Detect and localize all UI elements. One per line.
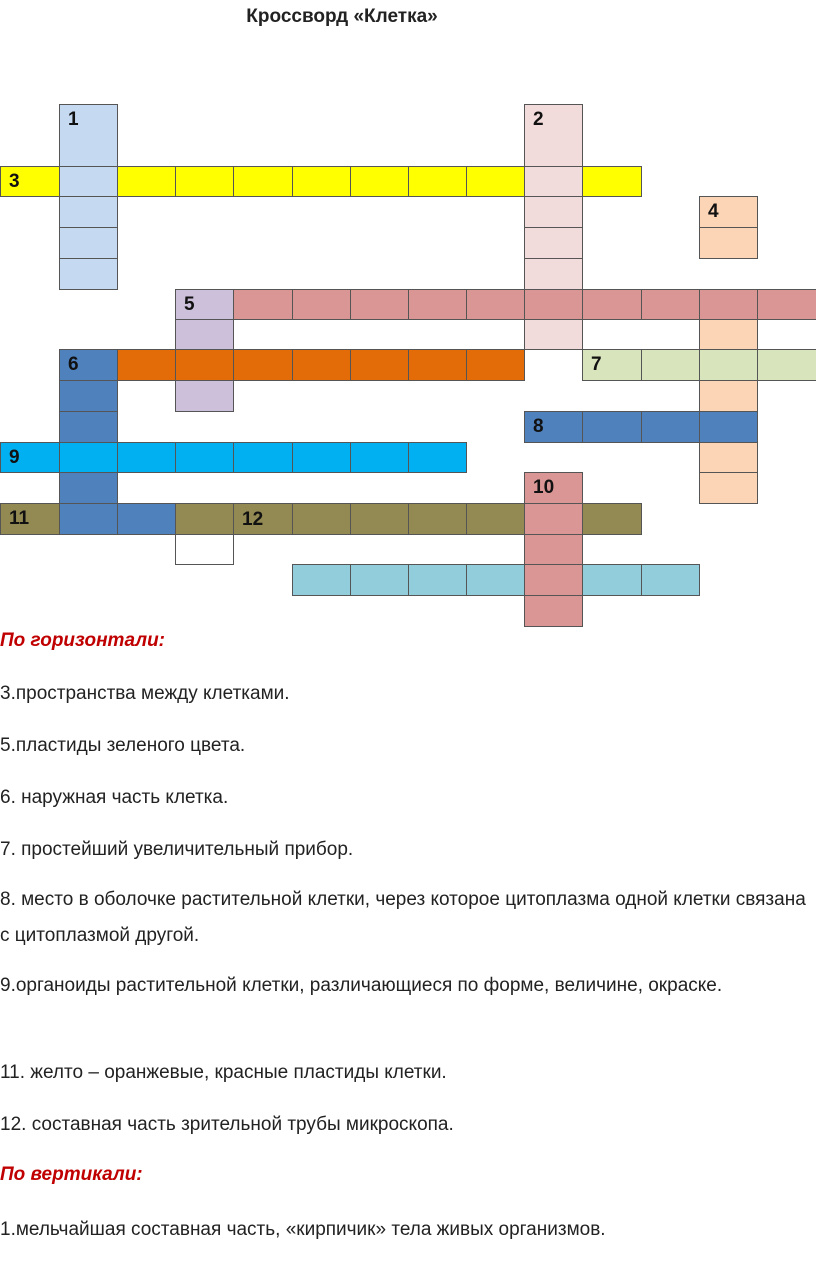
crossword-cell[interactable] — [641, 289, 700, 320]
crossword-cell[interactable] — [292, 349, 351, 381]
crossword-cell[interactable] — [757, 349, 816, 381]
crossword-cell[interactable] — [524, 319, 583, 350]
crossword-cell[interactable] — [524, 595, 583, 627]
clue-number-4: 4 — [708, 201, 719, 222]
crossword-cell[interactable] — [59, 472, 118, 504]
crossword-cell[interactable] — [175, 503, 234, 535]
crossword-cell[interactable] — [582, 411, 642, 443]
crossword-cell[interactable] — [350, 503, 409, 535]
crossword-cell[interactable] — [233, 166, 293, 197]
crossword-cell[interactable] — [699, 196, 758, 228]
crossword-cell[interactable] — [582, 503, 642, 535]
crossword-cell[interactable] — [350, 166, 409, 197]
crossword-cell[interactable] — [0, 442, 60, 473]
crossword-cell[interactable] — [408, 166, 467, 197]
clue-12: 12. составная часть зрительной трубы микроскопа. — [0, 1114, 454, 1135]
crossword-cell[interactable] — [233, 442, 293, 473]
clue-number-1: 1 — [68, 109, 79, 130]
crossword-cell[interactable] — [0, 166, 60, 197]
crossword-cell[interactable] — [466, 349, 525, 381]
crossword-cell[interactable] — [292, 166, 351, 197]
clue-6: 6. наружная часть клетка. — [0, 787, 229, 808]
crossword-cell[interactable] — [117, 503, 176, 535]
crossword-cell[interactable] — [757, 289, 816, 320]
crossword-cell[interactable] — [350, 442, 409, 473]
crossword-cell[interactable] — [292, 564, 351, 596]
crossword-cell[interactable] — [524, 166, 583, 197]
clue-8: 8. место в оболочке растительной клетки, через которое цитоплазма одной клетки связана с цитоплазмой другой. — [0, 889, 806, 946]
crossword-cell[interactable] — [699, 411, 758, 443]
crossword-cell[interactable] — [175, 319, 234, 350]
crossword-cell[interactable] — [59, 349, 118, 381]
crossword-cell[interactable] — [524, 227, 583, 259]
crossword-cell[interactable] — [582, 349, 642, 381]
crossword-cell[interactable] — [0, 503, 60, 535]
crossword-cell[interactable] — [59, 227, 118, 259]
crossword-cell[interactable] — [524, 289, 583, 320]
crossword-cell[interactable] — [408, 349, 467, 381]
crossword-cell[interactable] — [175, 534, 234, 565]
clue-number-10: 10 — [533, 477, 555, 498]
crossword-cell[interactable] — [59, 503, 118, 535]
crossword-cell[interactable] — [233, 349, 293, 381]
crossword-cell[interactable] — [524, 472, 583, 504]
clue-1: 1.мельчайшая составная часть, «кирпичик» тела живых организмов. — [0, 1219, 606, 1240]
crossword-cell[interactable] — [699, 227, 758, 259]
crossword-cell[interactable] — [59, 380, 118, 412]
clue-number-7: 7 — [591, 354, 602, 375]
crossword-cell[interactable] — [175, 166, 234, 197]
crossword-cell[interactable] — [641, 411, 700, 443]
clue-number-6: 6 — [68, 354, 79, 375]
crossword-cell[interactable] — [699, 380, 758, 412]
clue-5: 5.пластиды зеленого цвета. — [0, 735, 246, 756]
crossword-cell[interactable] — [175, 442, 234, 473]
clue-number-9: 9 — [9, 447, 20, 468]
clue-11: 11. желто – оранжевые, красные пластиды клетки. — [0, 1062, 447, 1083]
crossword-cell[interactable] — [175, 349, 234, 381]
crossword-cell[interactable] — [175, 289, 234, 320]
crossword-cell[interactable] — [292, 442, 351, 473]
page-title: Кроссворд «Клетка» — [246, 6, 438, 27]
crossword-cell[interactable] — [582, 564, 642, 596]
crossword-cell[interactable] — [466, 289, 525, 320]
clue-9: 9.органоиды растительной клетки, различающиеся по форме, величине, окраске. — [0, 975, 723, 996]
crossword-cell[interactable] — [59, 258, 118, 290]
crossword-cell[interactable] — [466, 166, 525, 197]
crossword-cell[interactable] — [582, 166, 642, 197]
crossword-cell[interactable] — [582, 289, 642, 320]
crossword-cell[interactable] — [699, 472, 758, 504]
crossword-cell[interactable] — [699, 289, 758, 320]
crossword-cell[interactable] — [59, 166, 118, 197]
crossword-cell[interactable] — [117, 349, 176, 381]
crossword-cell[interactable] — [408, 503, 467, 535]
clue-7: 7. простейший увеличительный прибор. — [0, 839, 354, 860]
clue-number-3: 3 — [9, 171, 20, 192]
crossword-cell[interactable] — [59, 196, 118, 228]
crossword-cell[interactable] — [292, 503, 351, 535]
crossword-cell[interactable] — [524, 411, 583, 443]
crossword-cell[interactable] — [524, 564, 583, 596]
crossword-cell[interactable] — [59, 104, 118, 167]
clue-number-11: 11 — [9, 508, 30, 529]
crossword-cell[interactable] — [699, 442, 758, 473]
crossword-cell[interactable] — [175, 380, 234, 412]
crossword-cell[interactable] — [524, 104, 583, 167]
crossword-cell[interactable] — [524, 258, 583, 290]
crossword-cell[interactable] — [641, 349, 700, 381]
crossword-cell[interactable] — [59, 442, 118, 473]
crossword-cell[interactable] — [350, 289, 409, 320]
crossword-cell[interactable] — [699, 349, 758, 381]
crossword-cell[interactable] — [524, 196, 583, 228]
crossword-cell[interactable] — [233, 289, 293, 320]
horizontal-heading: По горизонтали: — [0, 630, 166, 651]
crossword-cell[interactable] — [466, 564, 525, 596]
crossword-cell[interactable] — [117, 166, 176, 197]
clue-number-2: 2 — [533, 109, 544, 130]
crossword-cell[interactable] — [408, 289, 467, 320]
clue-number-5: 5 — [184, 294, 195, 315]
crossword-cell[interactable] — [117, 442, 176, 473]
crossword-cell[interactable] — [524, 503, 583, 535]
crossword-cell[interactable] — [641, 564, 700, 596]
crossword-cell[interactable] — [699, 319, 758, 350]
crossword-cell[interactable] — [292, 289, 351, 320]
crossword-cell[interactable] — [466, 503, 525, 535]
crossword-cell[interactable] — [350, 564, 409, 596]
crossword-cell[interactable] — [408, 564, 467, 596]
crossword-cell[interactable] — [524, 534, 583, 565]
clue-3: 3.пространства между клетками. — [0, 683, 290, 704]
crossword-cell[interactable] — [408, 442, 467, 473]
clue-number-12: 12 — [242, 509, 264, 530]
crossword-cell[interactable] — [350, 349, 409, 381]
clue-number-8: 8 — [533, 416, 544, 437]
vertical-heading: По вертикали: — [0, 1164, 143, 1185]
crossword-cell[interactable] — [59, 411, 118, 443]
